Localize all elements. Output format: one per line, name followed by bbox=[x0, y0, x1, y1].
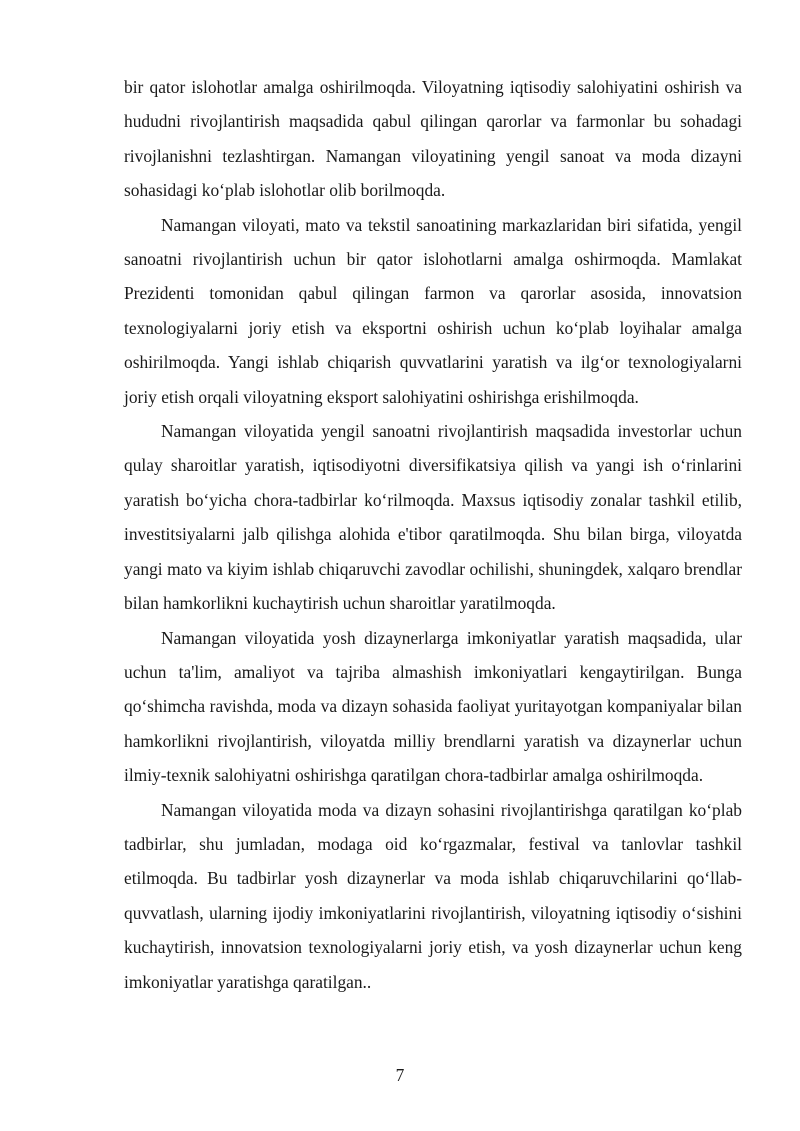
paragraph-5: Namangan viloyatida moda va dizayn sohasini rivojlantirishga qaratilgan ko‘plab tadbirlar, shu jumladan, modaga oid ko‘rgazmalar, festival va tanlovlar tashkil etilmoqda. Bu tadbirlar yosh dizaynerlar va moda ishlab chiqaruvchilarini qo‘llab-quvvatlash, ularning ijodiy imkoniyatlarini rivojlantirish, viloyatning iqtisodiy o‘sishini kuchaytirish, innovatsion texnologiyalarni joriy etish, va yosh dizaynerlar uchun keng imkoniyatlar yaratishga qaratilgan.. bbox=[124, 799, 742, 992]
page-number: 7 bbox=[395, 1065, 405, 1085]
paragraph-1: bir qator islohotlar amalga oshirilmoqda. Viloyatning iqtisodiy salohiyatini oshirish va hududni rivojlantirish maqsadida qabul qilingan qarorlar va farmonlar bu sohadagi rivojlanishni tezlashtirgan. Namangan viloyatining yengil sanoat va moda dizayni sohasidagi ko‘plab islohotlar olib borilmoqda. bbox=[124, 77, 742, 201]
paragraph-2: Namangan viloyati, mato va tekstil sanoatining markazlaridan biri sifatida, yengil sanoatni rivojlantirish uchun bir qator islohotlarni amalga oshirmoqda. Mamlakat Prezidenti tomonidan qabul qilingan farmon va qarorlar asosida, innovatsion texnologiyalarni joriy etish va eksportni oshirish uchun ko‘plab loyihalar amalga oshirilmoqda. Yangi ishlab chiqarish quvvatlarini yaratish va ilg‘or texnologiyalarni joriy etish orqali viloyatning eksport salohiyatini oshirishga erishilmoqda. bbox=[124, 214, 742, 407]
paragraph-4: Namangan viloyatida yosh dizaynerlarga imkoniyatlar yaratish maqsadida, ular uchun ta'lim, amaliyot va tajriba almashish imkoniyatlari kengaytirilgan. Bunga qo‘shimcha ravishda, moda va dizayn sohasida faoliyat yuritayotgan kompaniyalar bilan hamkorlikni rivojlantirish, viloyatda milliy brendlarni yaratish va dizaynerlar uchun ilmiy-texnik salohiyatni oshirishga qaratilgan chora-tadbirlar amalga oshirilmoqda. bbox=[124, 627, 742, 786]
paragraph-3: Namangan viloyatida yengil sanoatni rivojlantirish maqsadida investorlar uchun qulay sharoitlar yaratish, iqtisodiyotni diversifikatsiya qilish va yangi ish o‘rinlarini yaratish bo‘yicha chora-tadbirlar ko‘rilmoqda. Maxsus iqtisodiy zonalar tashkil etilib, investitsiyalarni jalb qilishga alohida e'tibor qaratilmoqda. Shu bilan birga, viloyatda yangi mato va kiyim ishlab chiqaruvchi zavodlar ochilishi, shuningdek, xalqaro brendlar bilan hamkorlikni kuchaytirish uchun sharoitlar yaratilmoqda. bbox=[124, 421, 742, 614]
page-body bbox=[124, 70, 742, 999]
